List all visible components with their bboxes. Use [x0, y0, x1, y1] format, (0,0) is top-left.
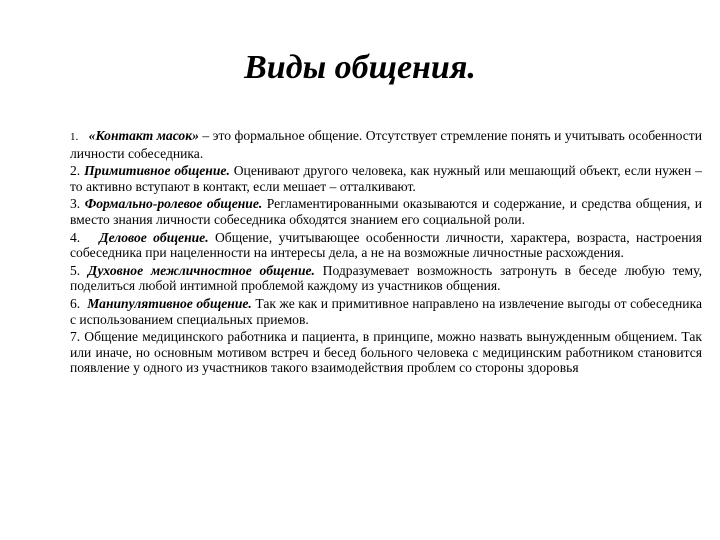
list-item-7 — [70, 329, 702, 376]
item-text: Оценивают другого человека, как нужный или мешающий объект, если нужен – то активно вступают в контакт, если мешает – отталкивают. — [70, 163, 702, 194]
item-text: – это формальное общение. Отсутствует стремление понять и учитывать особенности личности собеседника. — [70, 128, 702, 161]
list-item-3 — [70, 196, 702, 227]
item-number: 1. — [70, 131, 79, 143]
item-text: Так же как и примитивное направлено на извлечение выгоды от собеседника с использованием специальных приемов. — [70, 295, 703, 327]
item-number: 2. — [70, 163, 81, 179]
list-item-6 — [70, 296, 702, 327]
item-number: 5. — [70, 262, 81, 278]
slide-title: Виды общения. — [244, 49, 476, 86]
item-text: Общение, учитывающее особенности личности, характера, возраста, настроения собеседника при нацеленности на интересы дела, а не на возможные личностные расхождения. — [70, 229, 702, 261]
item-number: 6. — [70, 295, 81, 311]
item-number: 4. — [70, 229, 81, 245]
item-text: Общение медицинского работника и пациента, в принципе, можно назвать вынужденным общением. Так или иначе, но основным мотивом встреч и бесед больного человека с медицинским работником становится появление у одного из участников такого взаимодействия проблем со стороны здоровья — [70, 329, 703, 376]
item-term: Манипулятивное общение. — [87, 295, 252, 311]
list-item-2 — [70, 163, 702, 194]
list-item-1 — [70, 128, 702, 161]
item-term: Формально-ролевое общение. — [84, 196, 263, 212]
list-item-4 — [70, 230, 702, 261]
item-text: Подразумевает возможность затронуть в беседе любую тему, поделиться любой интимной проблемой каждому из участников общения. — [70, 262, 702, 294]
item-text: Регламентированными оказываются и содержание, и средства общения, и вместо знания личности собеседника обходятся знанием его социальной роли. — [70, 196, 702, 227]
item-number: 3. — [70, 196, 81, 212]
item-term: «Контакт масок» — [88, 128, 199, 143]
list-item-5 — [70, 263, 702, 294]
communication-types-list — [70, 128, 702, 378]
item-term: Деловое общение. — [99, 229, 209, 245]
item-number: 7. — [70, 329, 81, 345]
item-term: Примитивное общение. — [84, 163, 230, 179]
item-term: Духовное межличностное общение. — [87, 262, 315, 278]
